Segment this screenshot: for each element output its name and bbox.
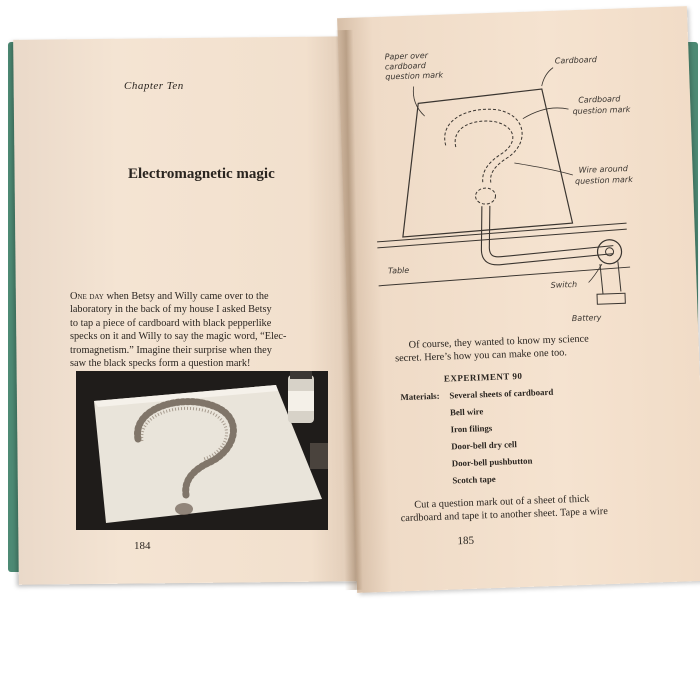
paragraph-line: secret. Here’s how you can make one too. xyxy=(394,347,568,365)
intro-line: tromagnetism.” Imagine their surprise when they xyxy=(70,344,272,356)
intro-line: to tap a piece of cardboard with black pepperlike xyxy=(70,317,272,329)
label-paper-over: question mark xyxy=(385,70,444,82)
label-wire-around: Wire around xyxy=(578,164,629,175)
intro-line: specks on it and Willy to say the magic word, “Elec- xyxy=(70,331,287,343)
paragraph-line: cardboard and tape it to another sheet. Tape a wire xyxy=(400,506,609,525)
intro-line: laboratory in the back of my house I asked Betsy xyxy=(70,304,272,316)
materials-list xyxy=(400,387,556,494)
intro-lead: One day xyxy=(70,291,104,302)
material-item: Bell wire xyxy=(449,406,484,418)
photo-illustration xyxy=(76,371,328,530)
chapter-heading: Chapter Ten xyxy=(124,80,184,92)
label-cardboard-question-mark: Cardboard xyxy=(578,94,621,105)
materials-label: Materials: xyxy=(400,390,440,403)
material-item: Door-bell pushbutton xyxy=(451,455,533,469)
material-item: Door-bell dry cell xyxy=(451,439,518,452)
chapter-title: Electromagnetic magic xyxy=(128,166,275,182)
page-number-left: 184 xyxy=(134,540,151,552)
material-item: Materials: Several sheets of cardboard xyxy=(400,386,554,403)
material-item: Iron filings xyxy=(450,422,493,435)
demonstration-photo xyxy=(76,371,328,530)
label-battery: Battery xyxy=(571,313,602,324)
electromagnet-diagram xyxy=(370,29,700,340)
label-cardboard-question-mark: question mark xyxy=(572,104,631,116)
page-number-right: 185 xyxy=(457,534,475,548)
label-cardboard: Cardboard xyxy=(554,55,598,66)
label-switch: Switch xyxy=(550,279,578,290)
experiment-title: EXPERIMENT 90 xyxy=(443,370,523,384)
paragraph-line: Cut a question mark out of a sheet of thick xyxy=(414,493,590,511)
label-wire-around: question mark xyxy=(574,174,633,186)
label-table: Table xyxy=(387,265,410,276)
intro-paragraph xyxy=(70,290,328,370)
right-page-content xyxy=(370,29,700,560)
intro-line: saw the black specks form a question mark! xyxy=(70,358,251,370)
intro-line: when Betsy and Willy came over to the xyxy=(103,291,269,302)
material-item: Scotch tape xyxy=(452,473,496,486)
label-paper-over: Paper over xyxy=(384,50,429,62)
paragraph-line: Of course, they wanted to know my science xyxy=(408,333,589,351)
closing-paragraph xyxy=(400,490,667,526)
label-paper-over: cardboard xyxy=(384,61,427,72)
